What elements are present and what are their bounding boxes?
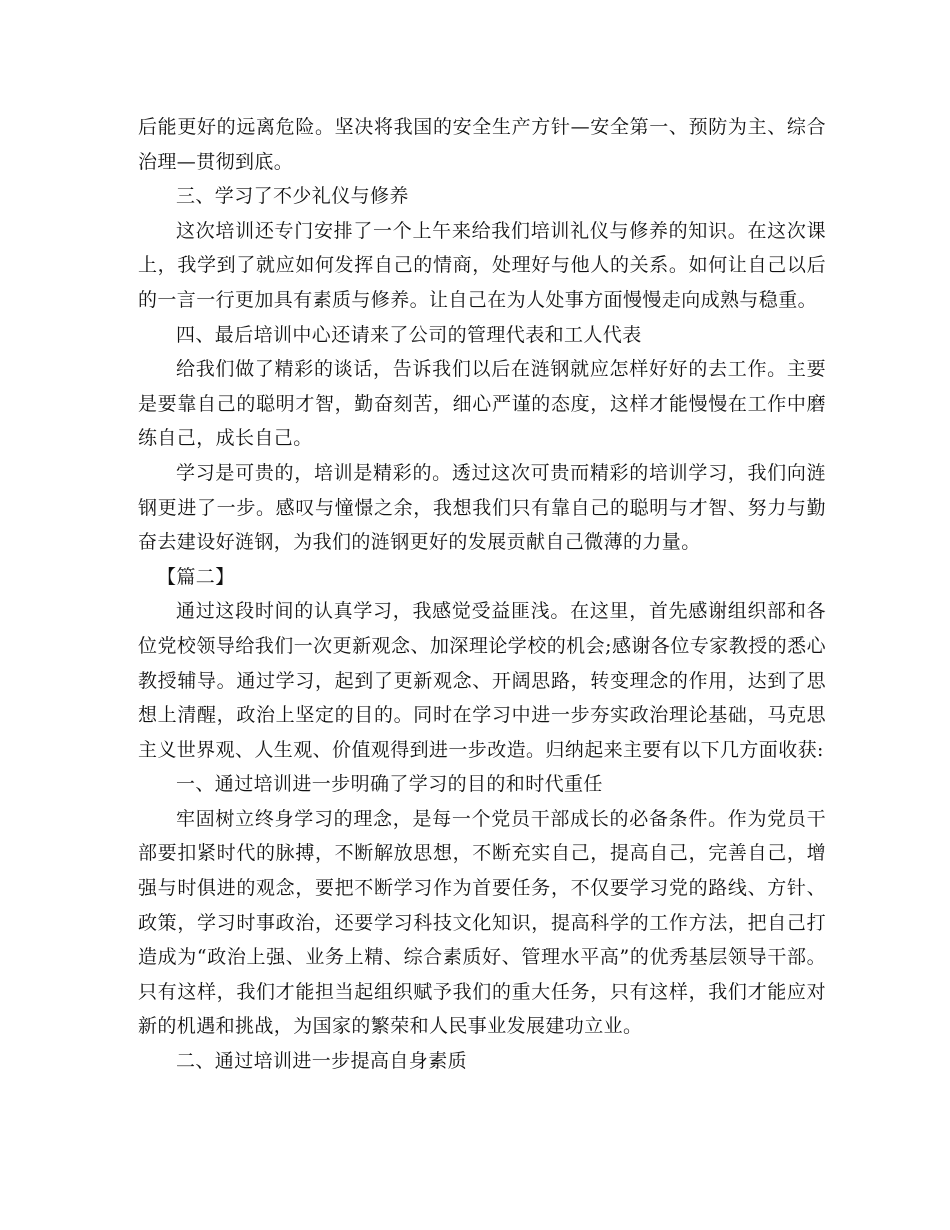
paragraph-etiquette: 这次培训还专门安排了一个上午来给我们培训礼仪与修养的知识。在这次课上，我学到了就应如何发挥自己的情商，处理好与他人的关系。如何让自己以后的一言一行更加具有素质与修养。让自己在为人处事方面慢慢走向成熟与稳重。: [138, 219, 826, 311]
document-body: [138, 110, 826, 1079]
paragraph-intro-part-two: 通过这段时间的认真学习，我感觉受益匪浅。在这里，首先感谢组织部和各位党校领导给我们一次更新观念、加深理论学校的机会;感谢各位专家教授的悉心教授辅导。通过学习，起到了更新观念、开阔思路，转变理念的作用，达到了思想上清醒，政治上坚定的目的。同时在学习中进一步夯实政治理论基础，马克思主义世界观、人生观、价值观得到进一步改造。归纳起来主要有以下几方面收获:: [138, 600, 826, 761]
paragraph-talk: 给我们做了精彩的谈话，告诉我们以后在涟钢就应怎样好好的去工作。主要是要靠自己的聪明才智，勤奋刻苦，细心严谨的态度，这样才能慢慢在工作中磨练自己，成长自己。: [138, 358, 826, 450]
section-label-part-two: 【篇二】: [157, 565, 235, 588]
section-heading-4: 四、最后培训中心还请来了公司的管理代表和工人代表: [176, 323, 642, 346]
paragraph-continuation: 后能更好的远离危险。坚决将我国的安全生产方针—安全第一、预防为主、综合治理—贯彻到底。: [138, 116, 826, 173]
section-heading-1: 一、通过培训进一步明确了学习的目的和时代重任: [176, 773, 603, 796]
paragraph-summary: 学习是可贵的，培训是精彩的。透过这次可贵而精彩的培训学习，我们向涟钢更进了一步。感叹与憧憬之余，我想我们只有靠自己的聪明与才智、努力与勤奋去建设好涟钢，为我们的涟钢更好的发展贡献自己微薄的力量。: [138, 461, 826, 554]
paragraph-lifelong-learning: 牢固树立终身学习的理念，是每一个党员干部成长的必备条件。作为党员干部要扣紧时代的脉搏，不断解放思想，不断充实自己，提高自己，完善自己，增强与时俱进的观念，要把不断学习作为首要任务，不仅要学习党的路线、方针、政策，学习时事政治，还要学习科技文化知识，提高科学的工作方法，把自己打造成为“政治上强、业务上精、综合素质好、管理水平高”的优秀基层领导干部。只有这样，我们才能担当起组织赋予我们的重大任务，只有这样，我们才能应对新的机遇和挑战，为国家的繁荣和人民事业发展建功立业。: [138, 807, 826, 1038]
section-heading-2: 二、通过培训进一步提高自身素质: [176, 1050, 468, 1073]
section-heading-3: 三、学习了不少礼仪与修养: [176, 185, 409, 208]
